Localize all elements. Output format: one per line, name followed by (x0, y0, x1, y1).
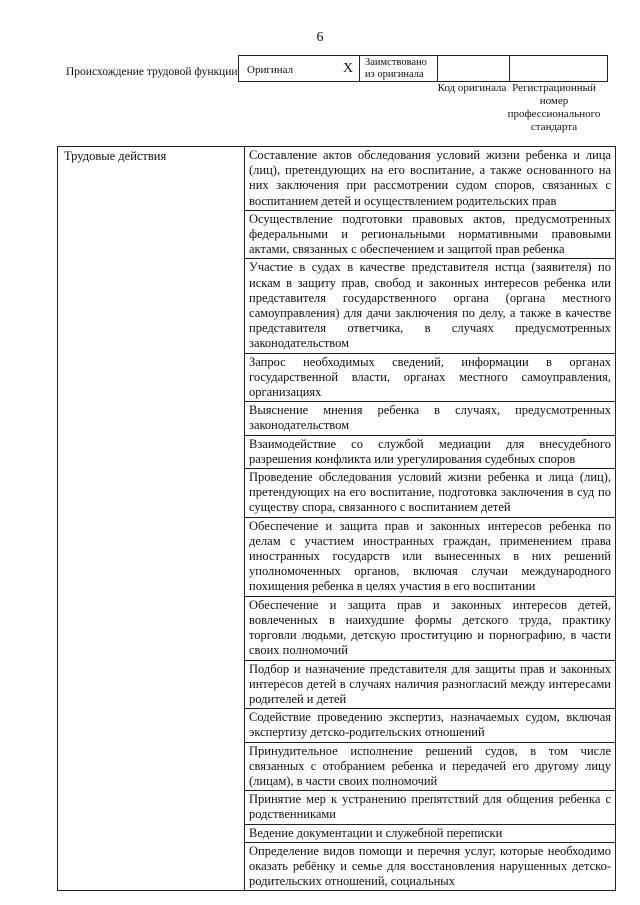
reg-number-label: Регистрационный номер профессионального стандарта (507, 82, 601, 133)
origin-divider (437, 56, 438, 81)
labor-action-item: Принятие мер к устранению препятствий для общения ребенка с родственниками (245, 791, 616, 824)
labor-action-item: Проведение обследования условий жизни ребенка и лица (лиц), претендующих на его воспитание, подготовка заключения в суд по существу спора, связанного с воспитанием детей (245, 469, 616, 518)
origin-label: Происхождение трудовой функции (66, 66, 238, 78)
labor-action-item: Ведение документации и служебной переписки (245, 824, 616, 842)
origin-mark: X (343, 61, 354, 76)
labor-action-item: Принудительное исполнение решений судов, в том числе связанных с отобранием ребенка и передачей его другому лицу (лицам), в части своих полномочий (245, 742, 616, 791)
origin-original-label: Оригинал (247, 64, 294, 76)
labor-action-item: Обеспечение и защита прав и законных интересов детей, вовлеченных в наихудшие формы детского труда, практику торговли людьми, детскую проституцию и порнографию, в части своих полномочий (245, 596, 616, 660)
page-number: 6 (316, 30, 324, 45)
labor-action-item: Определение видов помощи и перечня услуг, которые необходимо оказать ребёнку и семье для восстановления нарушенных детско-родительских отношений, социальных (245, 842, 616, 891)
origin-box (238, 55, 608, 82)
labor-action-item: Запрос необходимых сведений, информации в органах государственной власти, органах местного самоуправления, организациях (245, 353, 616, 402)
origin-divider (359, 56, 360, 81)
labor-action-item: Составление актов обследования условий жизни ребенка и лица (лиц), претендующих на его воспитание, а также основанного на них заключения при рассмотрении судом споров, связанных с воспитанием детей и осуществлением родительских прав (245, 147, 616, 211)
origin-borrowed-label: Заимствовано из оригинала (365, 57, 427, 80)
labor-actions-table (57, 146, 616, 891)
table-row (58, 147, 616, 211)
labor-action-item: Подбор и назначение представителя для защиты прав и законных интересов детей в случаях наличия разногласий между интересами родителей и детей (245, 660, 616, 709)
labor-action-item: Осуществление подготовки правовых актов, предусмотренных федеральными и региональными нормативными правовыми актами, связанных с обеспечением и защитой прав ребенка (245, 210, 616, 259)
labor-action-item: Участие в судах в качестве представителя истца (заявителя) по искам в защиту прав, свобод и законных интересов ребенка или представителя государственного органа (органа местного самоуправления) для дачи заключения по делу, а также в качестве представителя ответчика, в случаях предусмотренных законодательством (245, 259, 616, 353)
labor-action-item: Обеспечение и защита прав и законных интересов ребенка по делам с участием иностранных граждан, применением права иностранных государств или вынесенных в них решений уполномоченных органов, включая случаи международного похищения ребенка в целях участия в его воспитании (245, 517, 616, 596)
origin-divider (509, 56, 510, 81)
labor-action-item: Содействие проведению экспертиз, назначаемых судом, включая экспертизу детско-родительских отношений (245, 709, 616, 742)
labor-actions-header: Трудовые действия (58, 147, 245, 891)
labor-action-item: Выяснение мнения ребенка в случаях, предусмотренных законодательством (245, 402, 616, 435)
labor-action-item: Взаимодействие со службой медиации для внесудебного разрешения конфликта или урегулирования судебных споров (245, 435, 616, 468)
code-original-label: Код оригинала (437, 82, 507, 94)
